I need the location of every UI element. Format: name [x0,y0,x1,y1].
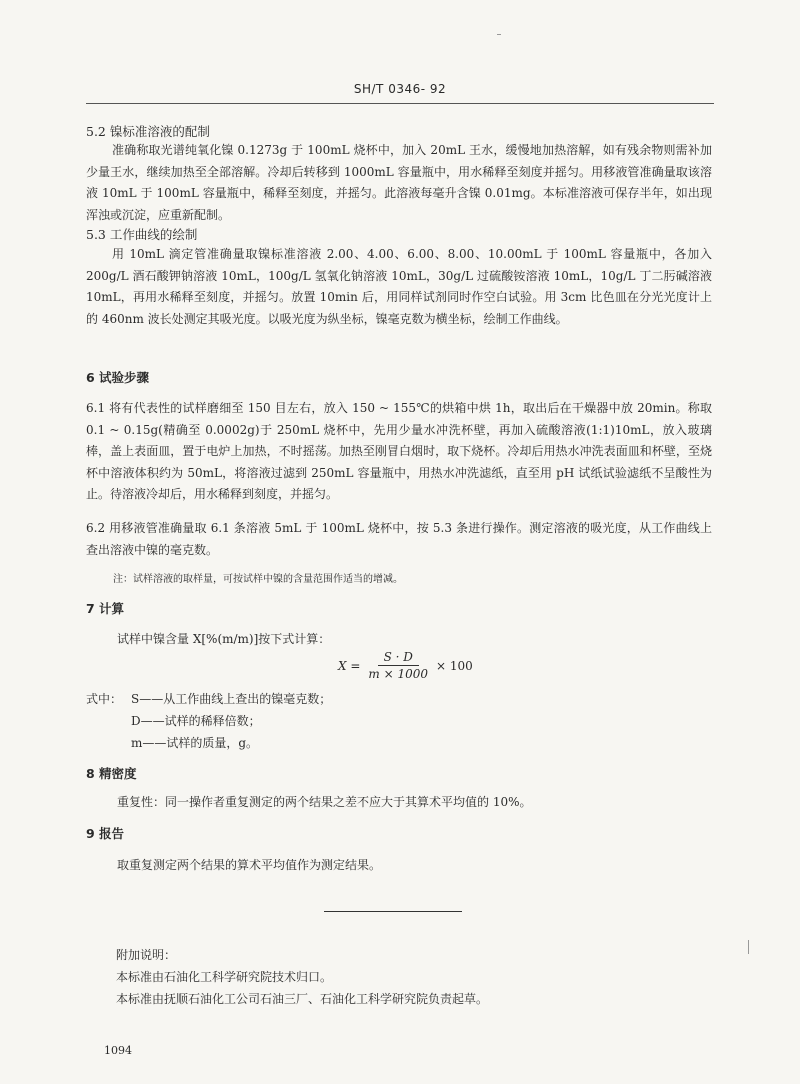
section-9-heading: 9 报告 [86,826,125,841]
section-8-heading: 8 精密度 [86,766,137,781]
section-7-heading: 7 计算 [86,601,125,616]
where-item-s: S——从工作曲线上查出的镍毫克数； [131,692,332,706]
appendix-title: 附加说明： [116,948,177,962]
section-6-2-body: 6.2 用移液管准确量取 6.1 条溶液 5mL 于 100mL 烧杯中，按 5.3 条进行操作。测定溶液的吸光度，从工作曲线上查出溶液中镍的毫克数。 [86,521,712,557]
section-6-note: 注：试样溶液的取样量，可按试样中镍的含量范围作适当的增减。 [113,574,403,585]
appendix-line-1: 本标准由石油化工科学研究院技术归口。 [116,970,333,984]
scan-speck [497,34,501,35]
section-5-3-heading: 5.3 工作曲线的绘制 [86,227,198,242]
nickel-content-formula [338,650,473,681]
section-6-1-body: 6.1 将有代表性的试样磨细至 150 目左右，放入 150 ~ 155℃的烘箱中烘 1h，取出后在干燥器中放 20min。称取 0.1 ~ 0.15g(精确至 0.0002g)于 250mL 烧杯中，先用少量水冲洗杯壁，再加入硫酸溶液(1:1)10mL，放入玻璃棒，盖上表面皿，置于电炉上加热，不时摇荡。加热至刚冒白烟时，取下烧杯。冷却后用热水冲洗表面皿和杯壁，至烧杯中溶液体积约为 50mL，将溶液过滤到 250mL 容量瓶中，用热水冲洗滤纸，直至用 pH 试纸试验滤纸不呈酸性为止。待溶液冷却后，用水稀释到刻度，并摇匀。 [86,401,712,501]
where-label: 式中： [86,692,123,706]
section-5-2-body: 准确称取光谱纯氧化镍 0.1273g 于 100mL 烧杯中，加入 20mL 王水，缓慢地加热溶解，如有残余物则需补加少量王水，继续加热至全部溶解。冷却后转移到 1000mL 容量瓶中，用水稀释至刻度并摇匀。用移液管准确量取该溶液 10mL 于 100mL 容量瓶中，稀释至刻度，并摇匀。此溶液每毫升含镍 0.01mg。本标准溶液可保存半年，如出现浑浊或沉淀，应重新配制。 [86,143,712,222]
header-rule [86,103,714,104]
formula-fraction [368,650,428,681]
appendix-line-2: 本标准由抚顺石油化工公司石油三厂、石油化工科学研究院负责起草。 [116,992,489,1006]
scan-speck [748,940,749,954]
where-item-d: D——试样的稀释倍数； [131,714,261,728]
section-8-body: 重复性：同一操作者重复测定的两个结果之差不应大于其算术平均值的 10%。 [117,795,532,809]
formula-numerator: S · D [378,650,419,666]
closing-rule [324,911,462,912]
section-5-3-body: 用 10mL 滴定管准确量取镍标准溶液 2.00、4.00、6.00、8.00、10.00mL 于 100mL 容量瓶中，各加入 200g/L 酒石酸钾钠溶液 10mL，100g/L 氢氧化钠溶液 10mL，30g/L 过硫酸铵溶液 10mL，10g/L 丁二肟碱溶液 10mL，再用水稀释至刻度，并摇匀。放置 10min 后，用同样试剂同时作空白试验。用 3cm 比色皿在分光光度计上的 460nm 波长处测定其吸光度。以吸光度为纵坐标，镍毫克数为横坐标，绘制工作曲线。 [86,247,712,326]
section-5-2-heading: 5.2 镍标准溶液的配制 [86,124,210,139]
page-number: 1094 [104,1044,132,1057]
section-6-heading: 6 试验步骤 [86,370,150,385]
formula-intro: 试样中镍含量 X[%(m/m)]按下式计算： [117,632,331,646]
formula-rhs: × 100 [436,658,473,673]
standard-number-header: SH/T 0346- 92 [353,82,447,96]
where-item-m: m——试样的质量，g。 [131,736,259,750]
section-9-body: 取重复测定两个结果的算术平均值作为测定结果。 [117,858,382,872]
formula-lhs: X = [338,658,361,673]
formula-denominator: m × 1000 [368,667,429,681]
